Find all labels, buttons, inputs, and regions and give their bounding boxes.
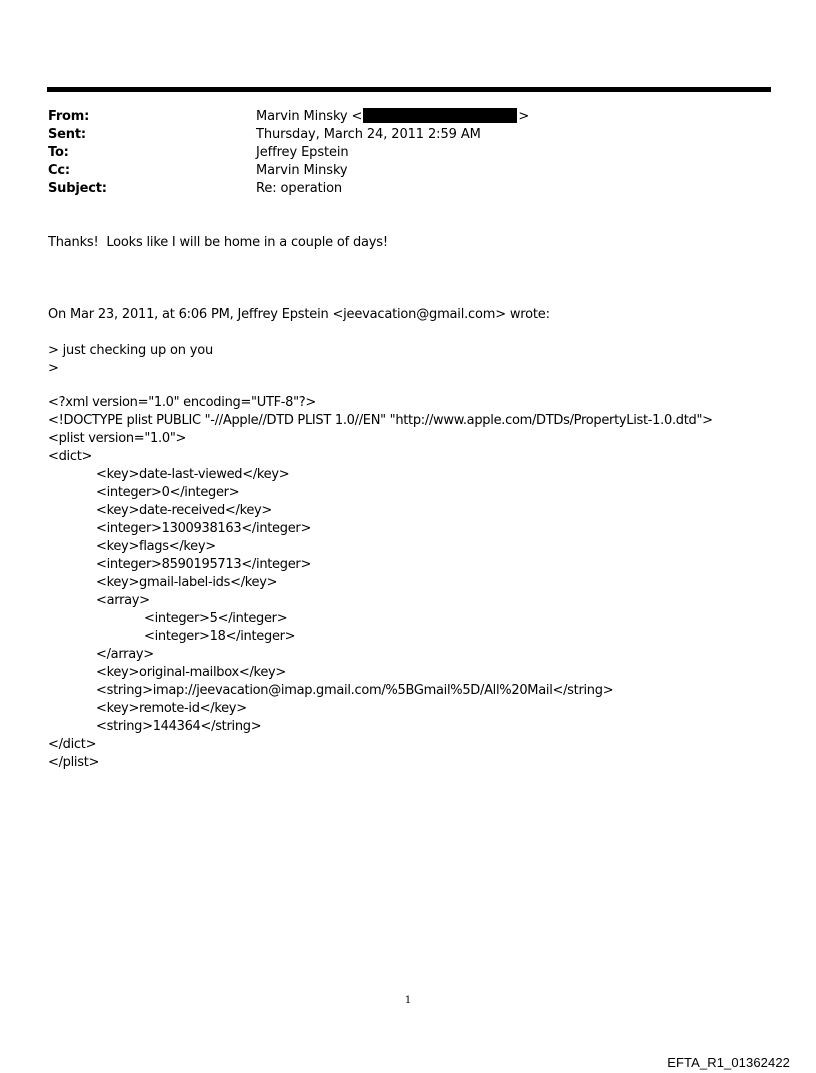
- plist-line: <key>remote-id</key>: [96, 701, 247, 716]
- plist-line: <key>gmail-label-ids</key>: [96, 575, 278, 590]
- plist-line: </array>: [96, 647, 154, 662]
- plist-line: <?xml version="1.0" encoding="UTF-8"?>: [48, 395, 316, 410]
- plist-line: <key>original-mailbox</key>: [96, 665, 286, 680]
- from-close-bracket: >: [518, 109, 530, 124]
- cc-label: Cc:: [48, 163, 70, 178]
- bates-number: EFTA_R1_01362422: [667, 1055, 790, 1070]
- sent-row: [48, 126, 728, 144]
- cc-value: Marvin Minsky: [256, 163, 348, 178]
- subject-label: Subject:: [48, 181, 107, 196]
- plist-line: </dict>: [48, 737, 97, 752]
- plist-line: </plist>: [48, 755, 100, 770]
- plist-line: <key>flags</key>: [96, 539, 216, 554]
- plist-line: <string>imap://jeevacation@imap.gmail.com/%5BGmail%5D/All%20Mail</string>: [96, 683, 614, 698]
- quote-header: On Mar 23, 2011, at 6:06 PM, Jeffrey Epstein <jeevacation@gmail.com> wrote:: [48, 307, 550, 322]
- plist-line: <key>date-received</key>: [96, 503, 273, 518]
- subject-value: Re: operation: [256, 181, 343, 196]
- plist-line: <dict>: [48, 449, 93, 464]
- cc-row: [48, 162, 728, 180]
- plist-line: <integer>18</integer>: [144, 629, 296, 644]
- redaction-box: [363, 108, 517, 123]
- sent-label: Sent:: [48, 127, 86, 142]
- plist-line: <integer>8590195713</integer>: [96, 557, 312, 572]
- plist-line: <key>date-last-viewed</key>: [96, 467, 290, 482]
- sent-value: Thursday, March 24, 2011 2:59 AM: [256, 127, 481, 142]
- plist-line: <string>144364</string>: [96, 719, 262, 734]
- page-number: 1: [404, 995, 412, 1006]
- to-label: To:: [48, 145, 69, 160]
- to-value: Jeffrey Epstein: [256, 145, 349, 160]
- plist-line: <array>: [96, 593, 150, 608]
- plist-line: <integer>1300938163</integer>: [96, 521, 312, 536]
- from-value: [256, 108, 529, 126]
- plist-line: <integer>0</integer>: [96, 485, 240, 500]
- quoted-line: > just checking up on you: [48, 343, 214, 358]
- subject-row: [48, 180, 728, 198]
- plist-line: <!DOCTYPE plist PUBLIC "-//Apple//DTD PLIST 1.0//EN" "http://www.apple.com/DTDs/PropertyList-1.0.dtd">: [48, 413, 713, 428]
- from-name: Marvin Minsky <: [256, 109, 363, 124]
- quoted-line: >: [48, 361, 59, 376]
- from-row: [48, 108, 728, 126]
- email-body: Thanks! Looks like I will be home in a couple of days!: [48, 235, 388, 250]
- to-row: [48, 144, 728, 162]
- plist-line: <integer>5</integer>: [144, 611, 288, 626]
- header-divider: [47, 87, 771, 92]
- plist-line: <plist version="1.0">: [48, 431, 187, 446]
- from-label: From:: [48, 109, 90, 124]
- email-header: [48, 108, 728, 198]
- plist-xml-block: [48, 394, 788, 772]
